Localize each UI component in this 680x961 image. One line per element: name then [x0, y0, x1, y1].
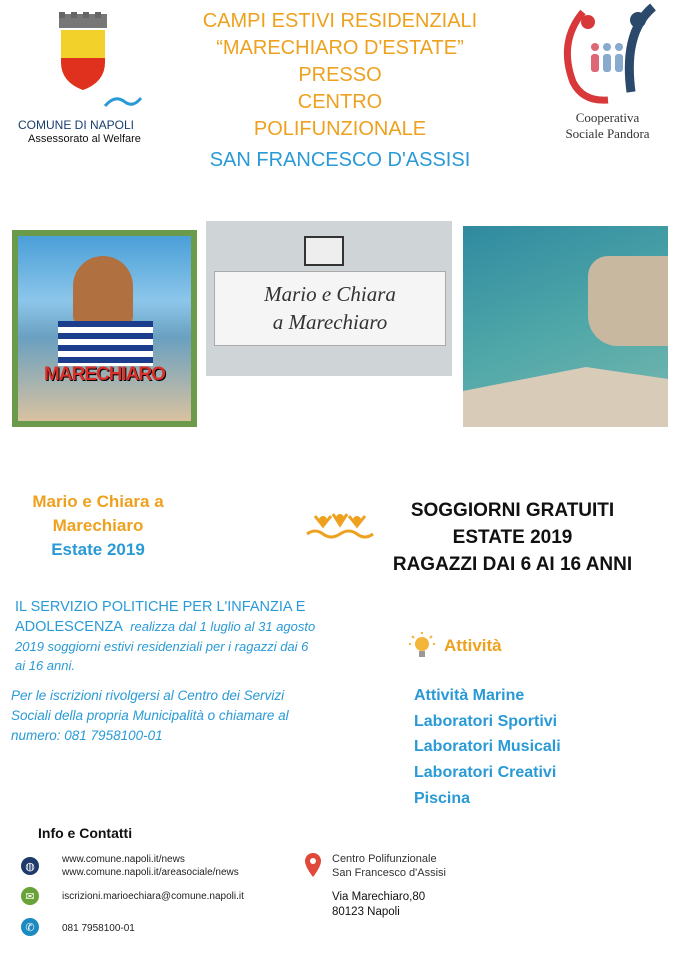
project-line3: Estate 2019: [51, 540, 145, 559]
title-line: CENTRO: [297, 91, 383, 113]
mural-photo: [12, 230, 197, 427]
activities-list: [414, 683, 561, 812]
headline: [350, 497, 675, 578]
wave-icon: [103, 94, 143, 110]
enrollment-info: Per le iscrizioni rivolgersi al Centro dei Servizi Sociali della propria Municipalità o chiamare al numero: 081 7958100-01: [11, 688, 289, 743]
pandora-line2: Sociale Pandora: [565, 126, 650, 141]
mural-text: MARECHIARO: [44, 364, 165, 385]
title-line: “MARECHIARO D'ESTATE”: [216, 37, 464, 59]
banner-photo: [206, 221, 452, 376]
project-title: [10, 490, 186, 562]
comune-napoli-logo: [18, 12, 148, 145]
email-link[interactable]: iscrizioni.marioechiara@comune.napoli.it: [62, 891, 244, 902]
headline-line2: ESTATE 2019: [452, 527, 573, 548]
place-line2: San Francesco d'Assisi: [332, 867, 446, 879]
lightbulb-icon: [408, 630, 436, 662]
phone-number[interactable]: 081 7958100-01: [62, 923, 135, 934]
title-line: PRESSO: [298, 64, 382, 86]
sea-photo: [463, 226, 668, 427]
address-line1: Via Marechiaro,80: [332, 891, 426, 903]
activity-item: Laboratori Musicali: [414, 738, 561, 756]
address: [332, 890, 425, 920]
service-details: realizza dal 1 luglio al 31 agosto 2019 soggiorni estivi residenziali per i ragazzi dai 6 ai 16 anni.: [15, 619, 316, 673]
pandora-line1: Cooperativa: [575, 110, 640, 125]
activity-item: Laboratori Sportivi: [414, 712, 558, 730]
activity-item: Piscina: [414, 789, 471, 807]
headline-line3: RAGAZZI DAI 6 AI 16 ANNI: [392, 554, 633, 575]
comune-name: COMUNE DI NAPOLI: [18, 118, 135, 132]
title-subtitle: SAN FRANCESCO D'ASSISI: [209, 149, 471, 171]
service-description: [15, 597, 320, 675]
banner-line2: a Marechiaro: [272, 310, 388, 334]
service-name: IL SERVIZIO POLITICHE PER L'INFANZIA E ADOLESCENZA: [15, 599, 306, 635]
title-line: POLIFUNZIONALE: [253, 118, 427, 140]
address-line2: 80123 Napoli: [332, 906, 400, 918]
headline-line1: SOGGIORNI GRATUITI: [410, 500, 615, 521]
place-line1: Centro Polifunzionale: [332, 853, 437, 865]
pandora-logo: [545, 2, 670, 142]
map-pin-icon: [305, 853, 321, 877]
banner-line1: Mario e Chiara: [264, 282, 396, 306]
website-links: [62, 853, 239, 879]
page-title: [150, 8, 530, 174]
website-link[interactable]: www.comune.napoli.it/areasociale/news: [62, 867, 239, 878]
comune-subtitle: Assessorato al Welfare: [28, 133, 141, 145]
globe-icon: ◍: [21, 857, 39, 875]
activity-item: Attività Marine: [414, 687, 525, 704]
website-link[interactable]: www.comune.napoli.it/news: [62, 854, 185, 865]
project-line2: Marechiaro: [52, 516, 144, 535]
activity-item: Laboratori Creativi: [414, 764, 557, 782]
coat-of-arms-icon: [53, 12, 113, 92]
project-line1: Mario e Chiara a: [32, 492, 164, 511]
title-line: CAMPI ESTIVI RESIDENZIALI: [202, 10, 478, 32]
basketball-hoop-icon: [304, 236, 344, 266]
location: [332, 852, 446, 880]
activities-title: Attività: [444, 636, 502, 655]
contacts-title: Info e Contatti: [38, 825, 133, 841]
people-logo-icon: [553, 2, 663, 107]
phone-icon: ✆: [21, 918, 39, 936]
email-icon: ✉: [21, 887, 39, 905]
